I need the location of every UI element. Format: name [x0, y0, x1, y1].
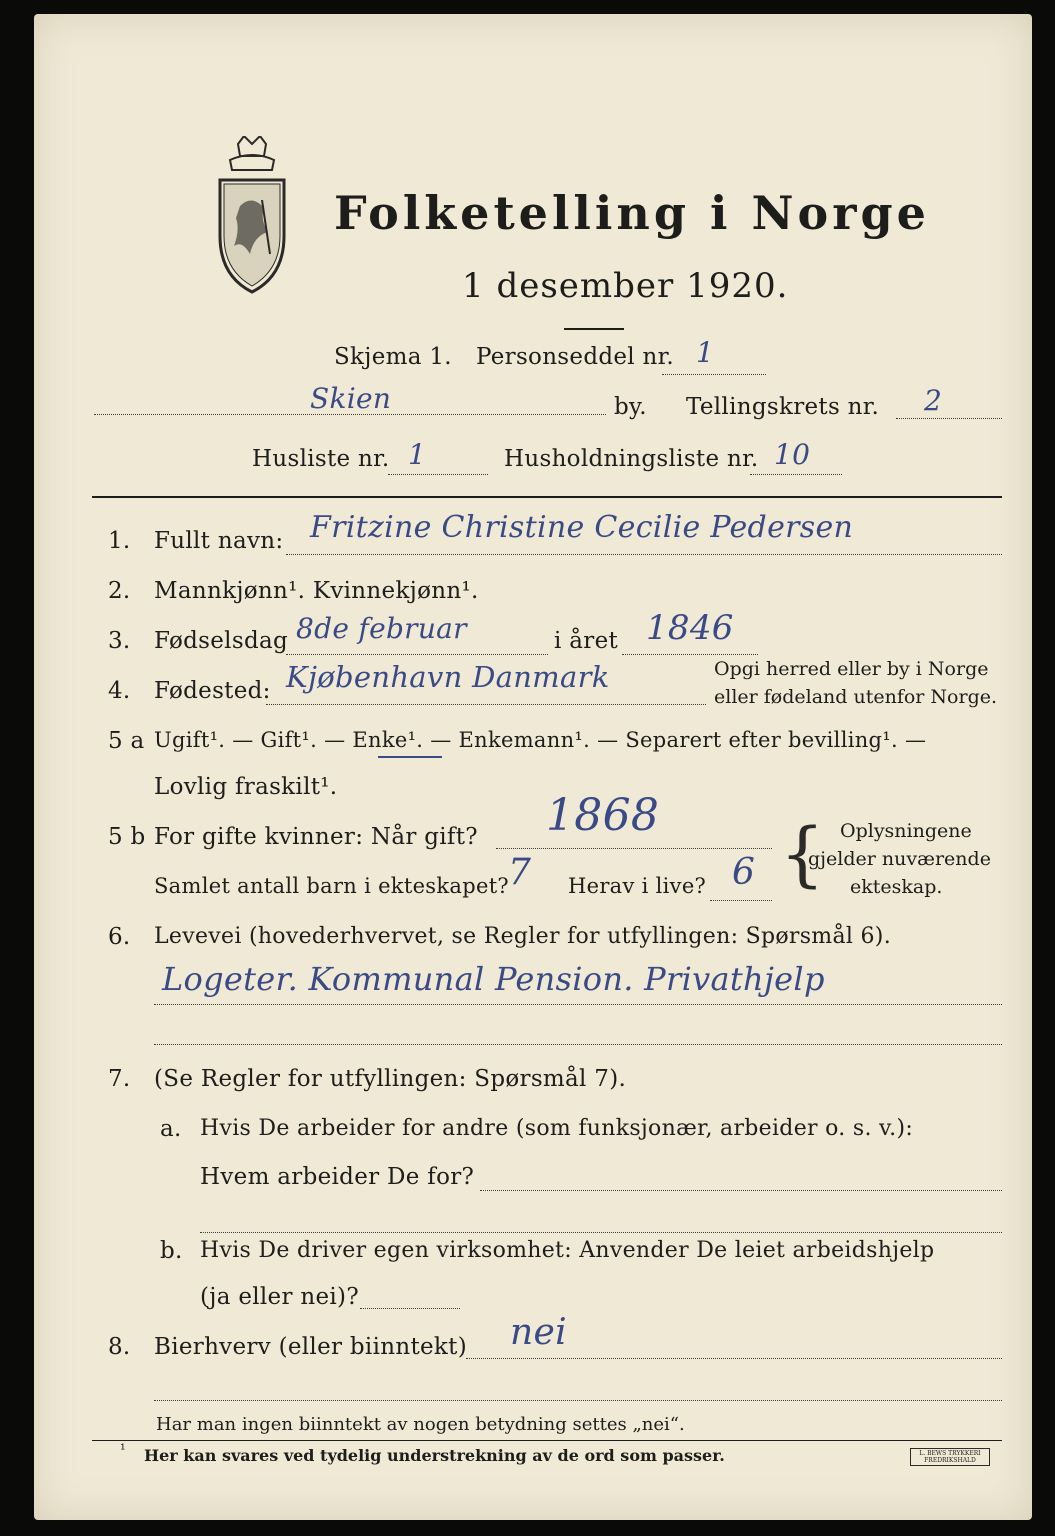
q3-day-field[interactable] — [286, 654, 548, 655]
personseddel-value[interactable]: 1 — [696, 336, 715, 369]
q7a-letter: a. — [160, 1116, 182, 1142]
q5b-married-value[interactable]: 1868 — [546, 790, 660, 841]
q7b-line1: Hvis De driver egen virksomhet: Anvender De leiet arbeidshjelp — [200, 1238, 935, 1263]
q6-label: Levevei (hovederhvervet, se Regler for utfyllingen: Spørsmål 6). — [154, 924, 891, 949]
q4-number: 4. — [108, 678, 131, 704]
q8-label: Bierhverv (eller biinntekt) — [154, 1334, 467, 1360]
city-field[interactable] — [94, 414, 606, 415]
tellingskrets-value[interactable]: 2 — [924, 384, 943, 417]
personseddel-field[interactable] — [662, 374, 766, 375]
q5a-line1: Ugift¹. — Gift¹. — Enke¹. — Enkemann¹. — Separert efter bevilling¹. — — [154, 728, 927, 752]
q7a-line2: Hvem arbeider De for? — [200, 1164, 475, 1190]
q3-year-label: i året — [554, 628, 619, 654]
printer-stamp: L. BEWS TRYKKERI FREDRIKSHALD — [910, 1448, 990, 1466]
husholdning-value[interactable]: 10 — [774, 438, 811, 471]
header-rule — [92, 496, 1002, 498]
q5b-alive-label: Herav i live? — [568, 874, 707, 898]
footer-note: Har man ingen biinntekt av nogen betydning settes „nei“. — [156, 1414, 685, 1435]
q7a-field-line1[interactable] — [480, 1190, 1002, 1191]
husholdning-field[interactable] — [750, 474, 842, 475]
form-date: 1 desember 1920. — [462, 266, 789, 306]
q7-label: (Se Regler for utfyllingen: Spørsmål 7). — [154, 1066, 627, 1092]
q6-field-line1[interactable] — [154, 1004, 1002, 1005]
coat-of-arms-icon — [210, 136, 294, 300]
q8-field-line1[interactable] — [466, 1358, 1002, 1359]
form-title: Folketelling i Norge — [334, 186, 930, 240]
q5b-married-label: For gifte kvinner: Når gift? — [154, 824, 478, 850]
q8-number: 8. — [108, 1334, 131, 1360]
schema-label: Skjema 1. — [334, 344, 452, 370]
q7a-line1: Hvis De arbeider for andre (som funksjonær, arbeider o. s. v.): — [200, 1116, 914, 1141]
q6-value[interactable]: Logeter. Kommunal Pension. Privathjelp — [162, 960, 825, 998]
q6-number: 6. — [108, 924, 131, 950]
q7b-field[interactable] — [360, 1308, 460, 1309]
footnote-rule — [92, 1440, 1002, 1441]
q3-day-value[interactable]: 8de februar — [296, 612, 467, 645]
q4-label: Fødested: — [154, 678, 271, 704]
q1-value[interactable]: Fritzine Christine Cecilie Pedersen — [310, 510, 854, 545]
q8-value[interactable]: nei — [510, 1312, 567, 1353]
husliste-label: Husliste nr. — [252, 446, 390, 472]
q5b-children-label: Samlet antall barn i ekteskapet? — [154, 874, 509, 898]
q2-number: 2. — [108, 578, 131, 604]
q1-label: Fullt navn: — [154, 528, 284, 554]
q7b-letter: b. — [160, 1238, 183, 1264]
title-divider — [564, 328, 624, 330]
husliste-field[interactable] — [388, 474, 488, 475]
q4-note-line2: eller fødeland utenfor Norge. — [714, 686, 998, 708]
enke-underline — [378, 756, 442, 758]
q5a-number: 5 a — [108, 728, 145, 754]
q5b-number: 5 b — [108, 824, 146, 850]
q4-value[interactable]: Kjøbenhavn Danmark — [286, 660, 610, 694]
q1-number: 1. — [108, 528, 131, 554]
q5b-children-value[interactable]: 7 — [508, 852, 532, 893]
q6-field-line2[interactable] — [154, 1044, 1002, 1045]
q3-year-field[interactable] — [622, 654, 758, 655]
q5a-line2: Lovlig fraskilt¹. — [154, 774, 338, 800]
personseddel-label: Personseddel nr. — [476, 344, 675, 370]
q7b-line2: (ja eller nei)? — [200, 1284, 359, 1310]
by-label: by. — [614, 394, 647, 420]
q4-field[interactable] — [266, 704, 706, 705]
city-value[interactable]: Skien — [310, 382, 392, 415]
q5b-married-field[interactable] — [496, 848, 772, 849]
q3-number: 3. — [108, 628, 131, 654]
q1-field[interactable] — [286, 554, 1002, 555]
q5b-brace: { — [780, 813, 825, 895]
q3-label: Fødselsdag — [154, 628, 289, 654]
q7a-field-line2[interactable] — [200, 1232, 1002, 1233]
q2-label: Mannkjønn¹. Kvinnekjønn¹. — [154, 578, 479, 604]
q5b-alive-value[interactable]: 6 — [732, 852, 756, 893]
tellingskrets-field[interactable] — [896, 418, 1002, 419]
footnote-mark: ¹ — [120, 1442, 126, 1458]
tellingskrets-label: Tellingskrets nr. — [686, 394, 880, 420]
q3-year-value[interactable]: 1846 — [646, 608, 734, 648]
q5b-note-line1: Oplysningene — [840, 820, 972, 842]
q5b-alive-field[interactable] — [710, 900, 772, 901]
footnote-text: Her kan svares ved tydelig understrekning av de ord som passer. — [144, 1446, 725, 1465]
husholdning-label: Husholdningsliste nr. — [504, 446, 759, 472]
q5b-note-line3: ekteskap. — [850, 876, 943, 898]
q7-number: 7. — [108, 1066, 131, 1092]
q4-note-line1: Opgi herred eller by i Norge — [714, 658, 989, 680]
census-form — [34, 14, 1032, 1520]
husliste-value[interactable]: 1 — [408, 438, 427, 471]
q8-field-line2[interactable] — [154, 1400, 1002, 1401]
q5b-note-line2: gjelder nuværende — [808, 848, 991, 870]
